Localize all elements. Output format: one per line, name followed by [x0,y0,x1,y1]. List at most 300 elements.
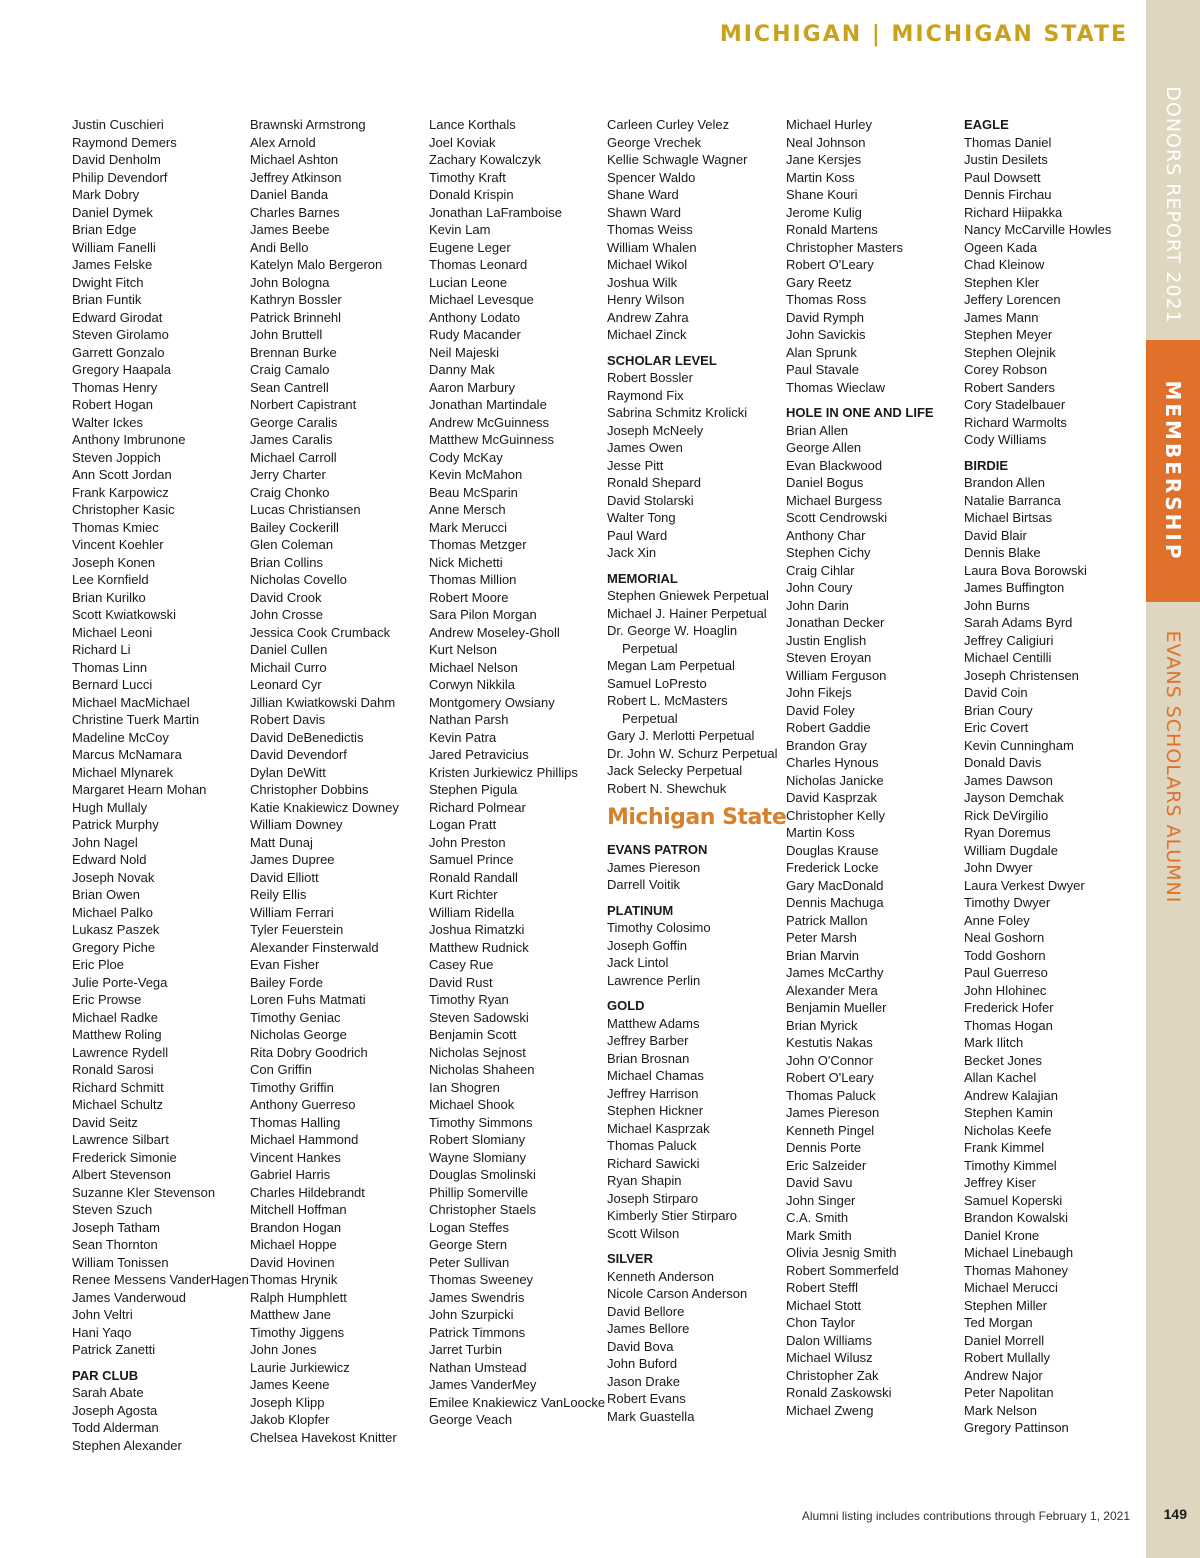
donor-name: Dennis Blake [964,545,1041,560]
donor-name: Samuel Prince [429,852,514,867]
donor-name: Anthony Imbrunone [72,432,186,447]
donor-name: Robert O'Leary [786,1070,874,1085]
donor-name: Daniel Banda [250,187,329,202]
donor-name: Eric Covert [964,720,1029,735]
donor-name: Paul Ward [607,527,668,543]
donor-name: Andrew Moseley-Gholl [429,624,560,640]
donor-name: David Elliott [250,869,319,885]
donor-name: Rita Dobry Goodrich [250,1044,368,1060]
donor-name: Michael Chamas [607,1068,704,1083]
donor-name: John Burns [964,597,1030,613]
donor-name: Jeffrey Atkinson [250,169,342,185]
page-number: 149 [1163,1506,1187,1522]
donor-name: John Darin [786,597,849,613]
donor-name: Con Griffin [250,1062,312,1077]
donor-name: Brandon Allen [964,475,1045,490]
donor-name: Wayne Slomiany [429,1149,527,1165]
donor-name: John Hlohinec [964,982,1047,998]
donor-name: James Buffington [964,580,1065,595]
donor-name: Edward Girodat [72,309,163,325]
donor-name: Stephen Miller [964,1297,1048,1313]
donor-name: Leonard Cyr [250,677,322,692]
donor-name: Carleen Curley Velez [607,117,730,132]
donor-name: Michael Schultz [72,1097,164,1112]
donor-name: Laura Bova Borowski [964,562,1087,578]
donor-name: Mark Smith [786,1227,852,1243]
donor-name: John Veltri [72,1307,133,1322]
donor-name: Spencer Waldo [607,169,696,185]
donor-name: Thomas Henry [72,379,158,395]
donor-name: Richard Hiipakka [964,204,1063,220]
donor-name: Ian Shogren [429,1079,500,1095]
donor-name: Samuel Koperski [964,1192,1063,1208]
donor-name: Mark Guastella [607,1408,695,1424]
donor-name: Timothy Colosimo [607,920,711,935]
donor-name: Joseph Tatham [72,1219,160,1235]
donor-name: Shawn Ward [607,204,681,220]
donor-name: James Piereson [786,1105,880,1120]
donor-name: Richard Li [72,642,131,657]
donor-name: Kristen Jurkiewicz Phillips [429,764,578,780]
donor-name: Justin Cuschieri [72,117,164,132]
donor-name: Robert Sommerfeld [786,1262,899,1278]
donor-name: Philip Devendorf [72,169,168,185]
donor-name: Thomas Halling [250,1114,341,1130]
donor-name: Lukasz Paszek [72,922,160,937]
donor-name: Eric Prowse [72,992,142,1007]
donor-name: Andi Bello [250,239,309,255]
donor-name: George Veach [429,1412,513,1427]
donor-name: Lucas Christiansen [250,502,361,517]
donor-name: Michael J. Hainer Perpetual [607,605,767,621]
donor-name: Thomas Weiss [607,222,693,237]
donor-name: Allan Kachel [964,1070,1037,1085]
donor-name: Nicholas George [250,1027,347,1042]
donor-name: Chelsea Havekost Knitter [250,1429,397,1445]
donor-name: John Jones [250,1342,317,1357]
donor-name: Steven Sadowski [429,1009,529,1025]
donor-name: Dennis Porte [786,1140,862,1155]
donor-name: Jonathan Martindale [429,397,547,412]
donor-name: Christopher Staels [429,1202,536,1217]
donor-name: Christopher Dobbins [250,782,369,797]
donor-name: Albert Stevenson [72,1167,172,1182]
donor-name: Gregory Piche [72,939,156,955]
donor-name: John Fikejs [786,685,852,700]
donor-name: Benjamin Scott [429,1027,517,1042]
donor-name: Sarah Adams Byrd [964,615,1073,630]
donor-name: Jessica Cook Crumback [250,624,391,640]
donor-name: Edward Nold [72,852,147,867]
donor-name: George Allen [786,440,862,455]
donor-name: Emilee Knakiewicz VanLoocke [429,1394,606,1410]
donor-name: Sabrina Schmitz Krolicki [607,405,748,420]
donor-name: Charles Hynous [786,755,879,770]
donor-name: Brian Coury [964,702,1033,718]
donor-name: Michael Palko [72,904,153,920]
donor-name: Bernard Lucci [72,677,153,692]
donor-name: Todd Alderman [72,1420,159,1435]
donor-name: Eric Salzeider [786,1157,867,1173]
donor-name: Brandon Hogan [250,1219,342,1235]
donor-name: Lucian Leone [429,274,508,290]
donor-name: Craig Chonko [250,484,330,500]
donor-name: Andrew Zahra [607,309,689,325]
donor-name: Hugh Mullaly [72,799,148,815]
donor-name: Walter Ickes [72,414,144,430]
donor-name: Michael Wikol [607,257,688,272]
donor-name: David Foley [786,702,855,718]
donor-name: James Keene [250,1377,330,1392]
donor-name: Robert Gaddie [786,720,871,735]
donor-name: Timothy Dwyer [964,895,1051,910]
donor-name: Eric Ploe [72,957,125,972]
donor-name: Paul Stavale [786,362,859,377]
donor-name: James Felske [72,257,153,272]
donor-name: Richard Sawicki [607,1155,700,1171]
donor-name: Ryan Shapin [607,1173,682,1188]
tab-membership [1146,340,1200,602]
donor-name: Patrick Timmons [429,1324,526,1340]
donor-name: Thomas Ross [786,292,867,307]
donor-name: Gregory Haapala [72,362,171,377]
section-heading: SILVER [607,1251,653,1266]
donor-name: Nicholas Janicke [786,772,884,788]
donor-name: Jonathan Decker [786,615,885,630]
donor-name: Thomas Kmiec [72,519,159,535]
donor-name: Zachary Kowalczyk [429,152,541,167]
donor-name: David Seitz [72,1114,138,1130]
donor-name: Alex Arnold [250,134,316,150]
donor-name: Jesse Pitt [607,457,664,473]
donor-name: Timothy Geniac [250,1009,341,1025]
donor-name: Benjamin Mueller [786,1000,887,1015]
donor-name: David Devendorf [250,747,347,762]
donor-name: Suzanne Kler Stevenson [72,1184,216,1200]
donor-name: Anthony Lodato [429,309,521,325]
donor-name: Nick Michetti [429,554,503,570]
donor-name: Timothy Kraft [429,169,506,185]
donor-name: William Ferguson [786,667,887,683]
donor-name: Brian Brosnan [607,1050,690,1066]
donor-name: Michael Zinck [607,327,687,342]
donor-name: Christopher Kasic [72,502,175,517]
donor-name: C.A. Smith [786,1210,849,1225]
donor-name: Thomas Linn [72,659,148,675]
donor-name: Tyler Feuerstein [250,922,344,937]
donor-name: Frank Karpowicz [72,484,169,500]
donor-name: Michael Radke [72,1009,158,1025]
donor-name: George Caralis [250,414,338,430]
name-column-5 [786,116,958,1419]
donor-name: Stephen Gniewek Perpetual [607,588,769,603]
donor-name: Matthew Roling [72,1027,162,1042]
donor-name: Mark Dobry [72,187,140,202]
donor-name: James Caralis [250,432,333,447]
donor-name: David Crook [250,589,322,605]
donor-name: Robert Steffl [786,1280,859,1295]
donor-name: Garrett Gonzalo [72,344,165,360]
donor-name: Becket Jones [964,1052,1043,1068]
donor-name: Bailey Cockerill [250,519,339,535]
donor-name: Steven Eroyan [786,650,872,665]
donor-name: Thomas Paluck [607,1138,697,1153]
section-heading: MEMORIAL [607,570,678,586]
donor-name: Martin Koss [786,169,855,185]
donor-name: Jerry Charter [250,467,326,482]
donor-name: Michael Levesque [429,292,534,307]
name-column-2 [250,116,422,1446]
donor-name: Matthew Adams [607,1015,700,1031]
donor-name: Michael Burgess [786,492,883,508]
donor-name: Matthew Rudnick [429,939,529,955]
donor-name: William Fanelli [72,239,156,255]
donor-name: Sara Pilon Morgan [429,607,537,622]
donor-name: Stephen Hickner [607,1103,704,1118]
donor-name: Jarret Turbin [429,1342,502,1357]
donor-name: Ted Morgan [964,1315,1033,1330]
donor-name: Jayson Demchak [964,790,1064,805]
donor-name: Michael Nelson [429,659,518,675]
donor-name: Patrick Murphy [72,817,159,832]
donor-name: Jerome Kulig [786,204,862,220]
donor-name: Michael Centilli [964,650,1052,665]
donor-name: Robert Evans [607,1391,686,1406]
donor-name: Douglas Smolinski [429,1167,536,1182]
name-column-4 [607,116,787,1425]
donor-name: Richard Warmolts [964,414,1067,430]
donor-name: Brian Allen [786,422,849,438]
donor-name: Stephen Pigula [429,782,518,797]
donor-name: David Blair [964,527,1027,543]
donor-name: Stephen Cichy [786,545,871,560]
donor-name: Corey Robson [964,362,1048,377]
donor-name: Kimberly Stier Stirparo [607,1208,738,1223]
donor-name: Samuel LoPresto [607,675,707,691]
donor-name: Ronald Sarosi [72,1062,154,1077]
donor-name: James Vanderwoud [72,1289,186,1305]
donor-name: Brian Collins [250,554,323,570]
donor-name: Brennan Burke [250,344,337,360]
donor-name: Eugene Leger [429,239,511,255]
donor-name: Kenneth Pingel [786,1122,875,1138]
donor-name: Dennis Machuga [786,895,884,910]
donor-name: George Vrechek [607,134,702,150]
donor-name: Ann Scott Jordan [72,467,172,482]
donor-name: Michael Mlynarek [72,764,174,780]
donor-name: Brian Funtik [72,292,142,307]
donor-name: Thomas Wieclaw [786,379,885,395]
donor-name: Donald Krispin [429,187,514,202]
donor-name: Ronald Zaskowski [786,1385,892,1400]
donor-name: Joseph McNeely [607,422,704,438]
donor-name: Thomas Hrynik [250,1272,338,1287]
donor-name: Jeffrey Kiser [964,1175,1037,1190]
donor-name: John O'Connor [786,1052,874,1068]
section-heading: SCHOLAR LEVEL [607,352,717,368]
donor-name: Cody McKay [429,449,503,465]
donor-name: John Buford [607,1356,678,1371]
donor-name: Brian Myrick [786,1017,858,1033]
donor-name: Frank Kimmel [964,1140,1045,1155]
donor-name: Beau McSparin [429,484,518,500]
donor-name: Thomas Metzger [429,537,527,552]
donor-name: Joseph Christensen [964,667,1079,683]
donor-name: Casey Rue [429,957,494,972]
donor-name: Evan Fisher [250,957,320,972]
donor-name: Laurie Jurkiewicz [250,1359,350,1375]
donor-name: Logan Pratt [429,817,497,832]
donor-name: Douglas Krause [786,842,879,858]
donor-name: Renee Messens VanderHagen [72,1272,249,1287]
donor-name: Robert Moore [429,589,509,605]
donor-name: Stephen Alexander [72,1437,182,1453]
donor-name: Bailey Forde [250,974,323,990]
donor-name: Danny Mak [429,362,495,377]
donor-name: Madeline McCoy [72,729,169,745]
donor-name: David Bellore [607,1303,685,1319]
donor-name: Corwyn Nikkila [429,677,515,692]
donor-name: Robert O'Leary [786,257,874,272]
donor-name: Lawrence Silbart [72,1132,169,1147]
donor-name: Laura Verkest Dwyer [964,877,1085,893]
donor-name: Robert N. Shewchuk [607,780,727,796]
school-heading: Michigan State [607,805,787,830]
donor-name: Michael Hammond [250,1132,359,1147]
donor-name: William Dugdale [964,842,1058,858]
donor-name: Jane Kersjes [786,152,862,167]
donor-name: David Stolarski [607,492,694,508]
donor-name: Joseph Konen [72,554,156,570]
donor-name: David Denholm [72,152,161,167]
donor-name: Gabriel Harris [250,1167,331,1182]
donor-name: Robert L. McMasters [607,693,728,708]
donor-name: Olivia Jesnig Smith [786,1245,897,1260]
donor-name: Lawrence Rydell [72,1044,169,1060]
donor-name: Kevin Lam [429,222,491,237]
donor-name: Scott Wilson [607,1225,680,1241]
donor-name: William Ridella [429,904,515,920]
donor-name: Steven Joppich [72,449,161,465]
donor-name: Robert Bossler [607,370,693,385]
donor-name: Craig Camalo [250,362,330,377]
donor-name: Michael Wilusz [786,1350,873,1365]
donor-name: Brian Kurilko [72,589,146,605]
donor-name: Ogeen Kada [964,239,1038,255]
donor-name: Lawrence Perlin [607,972,701,988]
donor-name: Sarah Abate [72,1385,144,1400]
donor-name: Dennis Firchau [964,187,1052,202]
donor-name: Sean Cantrell [250,379,329,395]
donor-name: Scott Kwiatkowski [72,607,177,622]
donor-name: Hani Yaqo [72,1324,132,1340]
tab-evans-scholars-alumni-label: EVANS SCHOLARS ALUMNI [1162,630,1184,904]
donor-name: Ronald Martens [786,222,878,237]
donor-name: Gary Reetz [786,274,852,290]
donor-name: Patrick Zanetti [72,1342,156,1357]
donor-name: Katie Knakiewicz Downey [250,799,399,815]
donor-name: Dylan DeWitt [250,764,326,780]
donor-name: Stephen Kler [964,274,1040,290]
donor-name: Glen Coleman [250,537,334,552]
donor-name: Gary J. Merlotti Perpetual [607,728,755,743]
donor-name: Dr. George W. Hoaglin [607,623,738,638]
donor-name: Scott Cendrowski [786,510,888,525]
name-column-1 [72,116,249,1454]
donor-name: Cory Stadelbauer [964,397,1066,412]
donor-name: Reily Ellis [250,887,307,902]
donor-name: Jack Selecky Perpetual [607,763,743,778]
donor-name: Raymond Fix [607,387,684,403]
donor-name: Sean Thornton [72,1237,158,1252]
donor-name: Nicole Carson Anderson [607,1286,748,1301]
donor-name: Anthony Guerreso [250,1097,356,1112]
donor-name: John Dwyer [964,860,1033,875]
donor-name: Chad Kleinow [964,257,1045,272]
donor-name: Michael Stott [786,1297,862,1313]
tab-donors-report-label: DONORS REPORT 2021 [1162,86,1184,324]
donor-name: Jared Petravicius [429,747,529,762]
donor-name: Natalie Barranca [964,492,1061,508]
donor-name: John Singer [786,1192,856,1208]
donor-name: Matt Dunaj [250,834,313,850]
donor-name: Nicholas Covello [250,572,347,587]
donor-name: Gregory Pattinson [964,1420,1069,1435]
donor-name: Stephen Olejnik [964,344,1056,360]
section-heading: PLATINUM [607,902,674,918]
donor-name: Joseph Agosta [72,1402,158,1418]
donor-name: James Beebe [250,222,330,237]
section-heading: GOLD [607,998,645,1013]
donor-name: John Preston [429,834,506,850]
donor-name: Mark Nelson [964,1402,1037,1418]
donor-name: Mark Merucci [429,519,508,535]
donor-name: Ralph Humphlett [250,1289,347,1305]
donor-name: Phillip Somerville [429,1184,528,1200]
donor-name: Raymond Demers [72,134,177,150]
donor-name: William Ferrari [250,904,334,920]
donor-name: Alexander Mera [786,982,878,998]
donor-name: Brawnski Armstrong [250,117,366,132]
donor-name: Joseph Novak [72,869,155,885]
donor-name: Brian Edge [72,222,137,237]
donor-name: Michail Curro [250,659,327,675]
donor-name: Rudy Macander [429,327,521,342]
donor-name: Daniel Bogus [786,475,864,490]
donor-name: James Dupree [250,852,335,867]
section-heading: EVANS PATRON [607,842,708,857]
donor-name: Steven Girolamo [72,327,169,342]
donor-name: Jeffery Lorencen [964,292,1061,307]
donor-name: David Coin [964,685,1028,700]
donor-name: Katelyn Malo Bergeron [250,257,383,272]
donor-name: Jack Lintol [607,955,669,970]
donor-name: Robert Davis [250,712,326,727]
donor-name: Timothy Simmons [429,1114,533,1130]
donor-name: Aaron Marbury [429,379,515,395]
donor-name: John Savickis [786,327,866,342]
donor-name: James VanderMey [429,1377,537,1392]
donor-name: Kurt Nelson [429,642,497,657]
donor-name: Daniel Cullen [250,642,328,657]
donor-name: Michael Kasprzak [607,1120,710,1136]
donor-name: Henry Wilson [607,292,685,307]
donor-name: Frederick Simonie [72,1149,177,1165]
donor-name: Brandon Gray [786,737,867,753]
donor-name: Megan Lam Perpetual [607,658,735,673]
donor-name: Todd Goshorn [964,947,1046,963]
donor-name: Michael Carroll [250,449,337,465]
